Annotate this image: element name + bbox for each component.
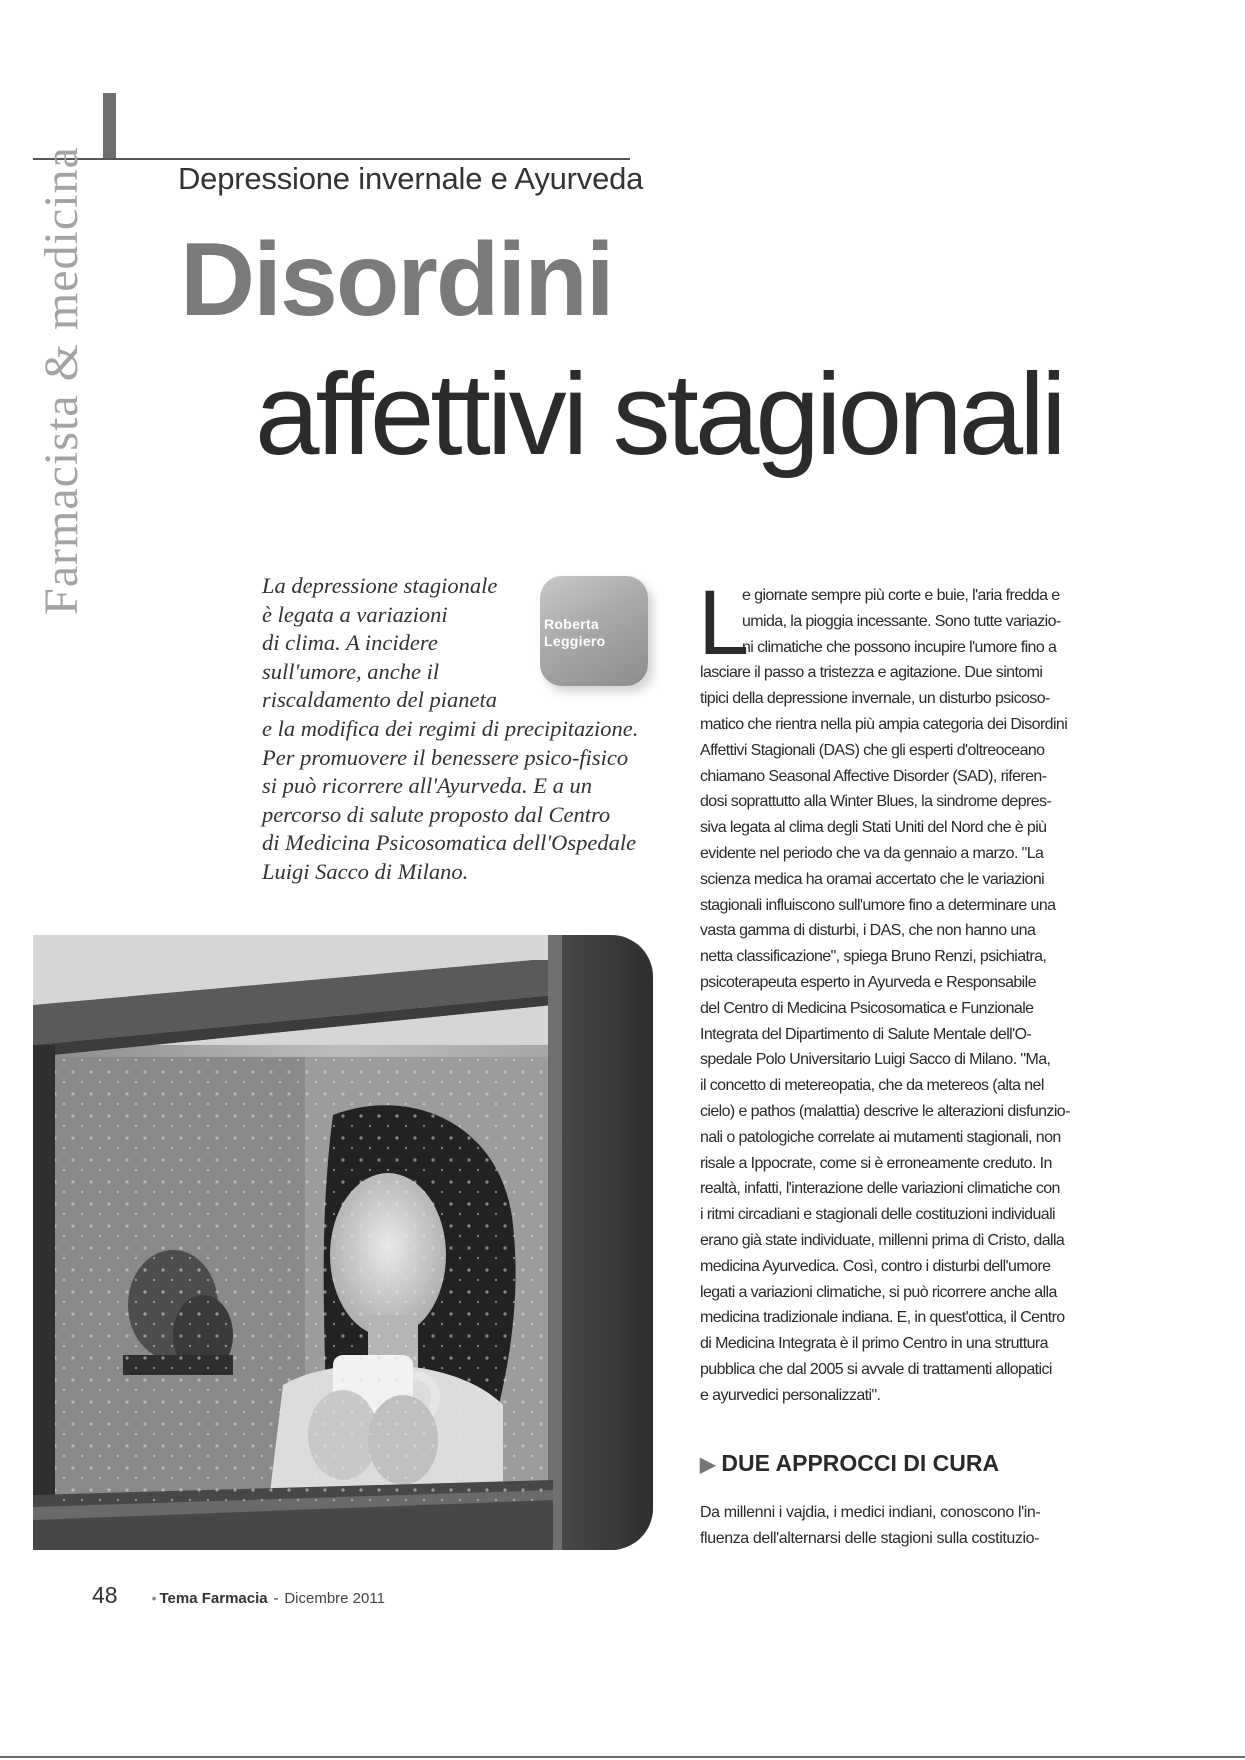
intro-line: si può ricorrere all'Ayurveda. E a un [262, 773, 592, 799]
body-line: lasciare il passo a tristezza e agitazione. Due sintomi [700, 664, 1043, 682]
scan-bottom-edge [0, 1756, 1245, 1758]
body-line: nali o patologiche correlate ai mutamenti stagionali, non [700, 1128, 1061, 1146]
body-line: fluenza dell'alternarsi delle stagioni sulla costituzio- [700, 1530, 1040, 1547]
body-line: psicoterapeuta esperto in Ayurveda e Responsabile [700, 973, 1036, 991]
author-badge [540, 576, 648, 686]
body-line: dosi soprattutto alla Winter Blues, la sindrome depres- [700, 793, 1052, 811]
body-line: medicina tradizionale indiana. E, in quest'ottica, il Centro [700, 1309, 1065, 1327]
intro-line: è legata a variazioni [262, 601, 448, 627]
section-subhead [700, 1450, 999, 1477]
body-line: matico che rientra nella più ampia categoria dei Disordini [700, 715, 1068, 733]
body-line: spedale Polo Universitario Luigi Sacco di Milano. "Ma, [700, 1051, 1051, 1069]
body-line: di Medicina Integrata è il primo Centro in una struttura [700, 1335, 1048, 1353]
footer-bullet-icon: • [151, 1590, 157, 1606]
intro-line: riscaldamento del pianeta [262, 687, 497, 713]
drop-cap: L [698, 572, 750, 674]
author-name [544, 616, 606, 650]
body-line: i ritmi circadiani e stagionali delle costituzioni individuali [700, 1206, 1055, 1224]
body-line: e ayurvedici personalizzati". [700, 1386, 881, 1404]
body-line: pubblica che dal 2005 si avvale di trattamenti allopatici [700, 1360, 1052, 1378]
title-line-1: Disordini [180, 222, 613, 338]
title-line-2: affettivi stagionali [255, 349, 1063, 479]
article-body [698, 572, 1098, 1409]
body-line: Affettivi Stagionali (DAS) che gli esperti d'oltreoceano [700, 741, 1045, 759]
article-body-continued [700, 1500, 1098, 1552]
body-line: erano già state individuate, millenni prima di Cristo, dalla [700, 1231, 1065, 1249]
body-line: chiamano Seasonal Affective Disorder (SAD), riferen- [700, 767, 1047, 785]
triangle-bullet-icon: ▶ [700, 1454, 716, 1476]
body-line: medicina Ayurvedica. Così, contro i disturbi dell'umore [700, 1257, 1051, 1275]
section-label: Farmacista & medicina [35, 146, 88, 615]
body-line: ni climatiche che possono incupire l'umore fino a [742, 638, 1057, 656]
body-line: Da millenni i vajdia, i medici indiani, conoscono l'in- [700, 1504, 1041, 1521]
footer-separator: - [273, 1590, 279, 1607]
page-number: 48 [92, 1582, 118, 1608]
body-line: netta classificazione", spiega Bruno Renzi, psichiatra, [700, 948, 1047, 966]
body-line: cielo) e pathos (malattia) descrive le alterazioni disfunzio- [700, 1102, 1070, 1120]
body-line: scienza medica ha oramai accertato che le variazioni [700, 870, 1045, 888]
body-line: il concetto di metereopatia, che da metereos (alta nel [700, 1077, 1044, 1095]
photo-woman-at-window [33, 935, 653, 1550]
body-line: umida, la pioggia incessante. Sono tutte variazio- [742, 612, 1061, 630]
magazine-name: Tema Farmacia [159, 1590, 268, 1607]
page-footer [92, 1582, 385, 1609]
author-last-name: Leggiero [544, 633, 606, 649]
intro-line: e la modifica dei regimi di precipitazione. [262, 715, 639, 741]
intro-line: di Medicina Psicosomatica dell'Ospedale [262, 830, 637, 856]
body-line: Integrata del Dipartimento di Salute Mentale dell'O- [700, 1025, 1032, 1043]
body-line: vasta gamma di disturbi, i DAS, che non hanno una [700, 922, 1036, 940]
intro-line: Per promuovere il benessere psico-fisico [262, 744, 629, 770]
intro-line: sull'umore, anche il [262, 658, 440, 684]
article-photo [33, 935, 653, 1550]
intro-line: La depressione stagionale [262, 573, 498, 598]
header-accent-bar [103, 93, 116, 158]
intro-line: percorso di salute proposto dal Centro [262, 801, 611, 827]
body-line: stagionali influiscono sull'umore fino a determinare una [700, 896, 1056, 914]
body-line: e giornate sempre più corte e buie, l'aria fredda e [742, 587, 1060, 604]
body-line: legati a variazioni climatiche, si può ricorrere anche alla [700, 1283, 1057, 1301]
article-kicker: Depressione invernale e Ayurveda [178, 161, 644, 196]
body-line: del Centro di Medicina Psicosomatica e Funzionale [700, 999, 1034, 1017]
intro-line: di clima. A incidere [262, 630, 438, 656]
subhead-text: DUE APPROCCI DI CURA [721, 1450, 1000, 1476]
body-line: siva legata al clima degli Stati Uniti del Nord che è più [700, 819, 1047, 837]
header-rule [33, 158, 630, 160]
body-line: tipici della depressione invernale, un disturbo psicoso- [700, 690, 1050, 708]
body-line: risale a Ippocrate, come si è erroneamente creduto. In [700, 1154, 1052, 1172]
intro-line: Luigi Sacco di Milano. [262, 858, 469, 884]
author-first-name: Roberta [544, 616, 599, 632]
body-line: evidente nel periodo che va da gennaio a marzo. "La [700, 844, 1044, 862]
body-line: realtà, infatti, l'interazione delle variazioni climatiche con [700, 1180, 1060, 1198]
issue-date: Dicembre 2011 [284, 1590, 385, 1607]
